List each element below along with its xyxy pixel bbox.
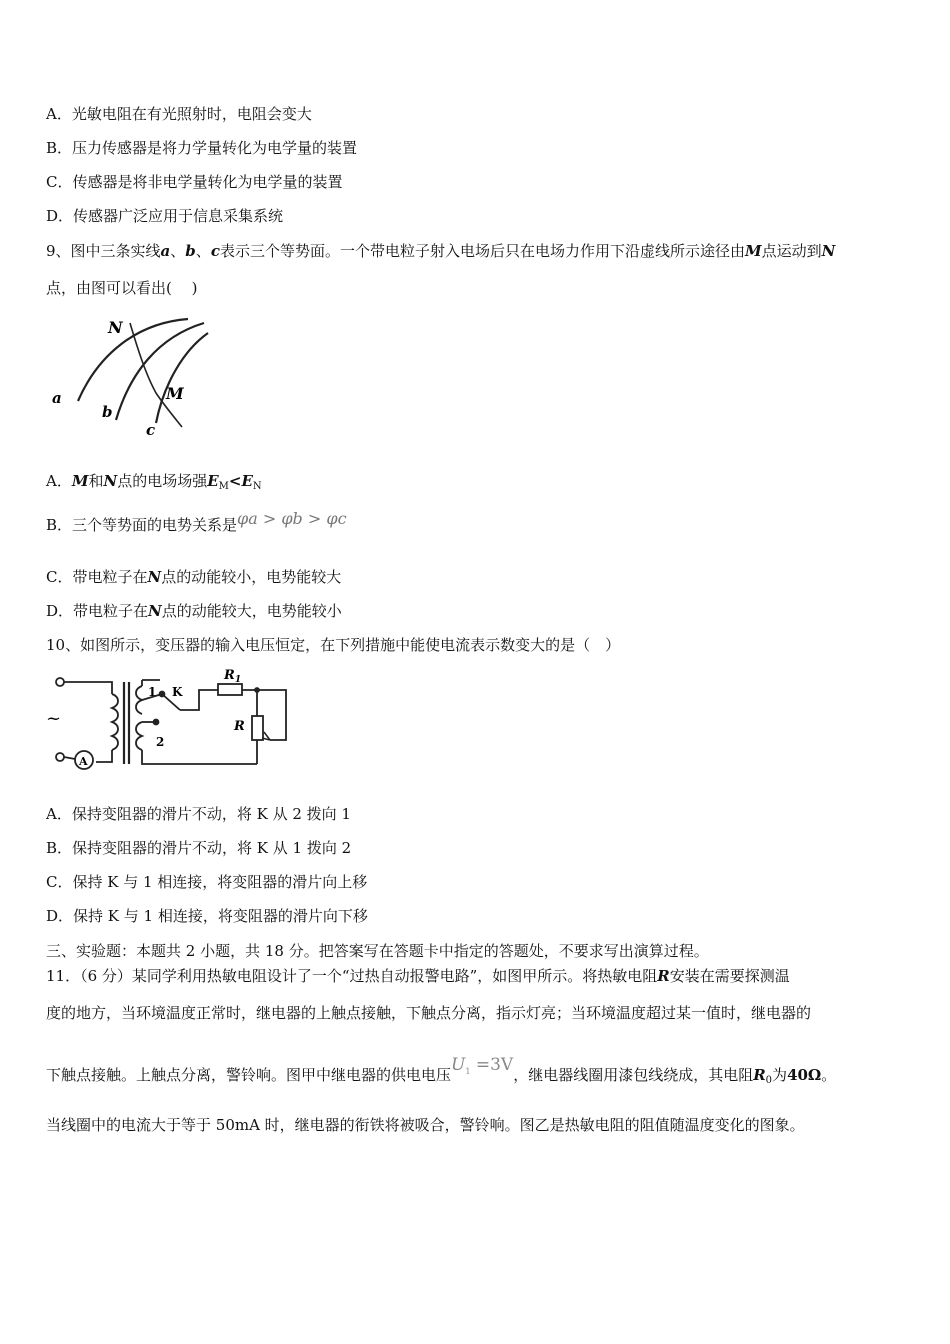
- q10-option-c: C．保持 K 与 1 相连接，将变阻器的滑片向上移: [46, 873, 368, 891]
- fig-label-n: N: [108, 318, 123, 337]
- q10-option-b: B．保持变阻器的滑片不动，将 K 从 1 拨向 2: [46, 839, 352, 857]
- fig-label-m: M: [166, 384, 184, 403]
- q9-option-a: A．M和N点的电场场强$E_M<E_N$: [46, 472, 262, 492]
- fig-label-c: c: [146, 421, 156, 439]
- q8-option-b: B．压力传感器是将力学量转化为电学量的装置: [46, 139, 358, 157]
- switch-k-label: K: [172, 685, 183, 699]
- secondary-coil-2: [136, 722, 142, 750]
- particle-path: [130, 323, 182, 427]
- r1-label: $R_1$: [224, 668, 242, 685]
- secondary-coil-1: [136, 686, 142, 714]
- input-terminal-bottom: [56, 753, 64, 761]
- tap-1-label: 1: [148, 685, 157, 699]
- rheostat-r: [252, 716, 263, 740]
- potential-relation-formula: φa > φb > φc: [237, 509, 347, 528]
- q10-option-a: A．保持变阻器的滑片不动，将 K 从 2 拨向 1: [46, 805, 351, 823]
- voltage-formula: $U_1 =3V$: [451, 1055, 514, 1076]
- r-label: R: [234, 719, 245, 734]
- primary-coil: [112, 694, 118, 750]
- q8-option-c: C．传感器是将非电学量转化为电学量的装置: [46, 173, 343, 191]
- tap-2-label: 2: [156, 735, 165, 749]
- q11-line1: 11．（6 分）某同学利用热敏电阻设计了一个“过热自动报警电路”，如图甲所示。将热敏电阻R安装在需要探测温: [46, 967, 790, 985]
- fig-label-b: b: [102, 403, 113, 421]
- fig-label-a: a: [52, 389, 62, 407]
- q11-line4: 当线圈中的电流大于等于 50mA 时，继电器的衔铁将被吸合，警铃响。图乙是热敏电阻的阻值随温度变化的图象。: [46, 1116, 805, 1134]
- ac-source-symbol: ~: [46, 708, 62, 729]
- q9-option-b: B．三个等势面的电势关系是φa > φb > φc: [46, 509, 347, 534]
- q9-option-c: C．带电粒子在N点的动能较小，电势能较大: [46, 568, 342, 586]
- q11-line3: 下触点接触。上触点分离，警铃响。图甲中继电器的供电电压$U_1 =3V$，继电器线圈用漆包线绕成，其电阻$R_0$为40Ω。: [46, 1055, 837, 1086]
- q10-option-d: D．保持 K 与 1 相连接，将变阻器的滑片向下移: [46, 907, 368, 925]
- resistor-r1: [218, 684, 242, 695]
- q9-stem-line1: 9、图中三条实线a、b、c表示三个等势面。一个带电粒子射入电场后只在电场力作用下沿虚线所示途径由M点运动到N: [46, 242, 836, 260]
- q8-option-d: D．传感器广泛应用于信息采集系统: [46, 207, 284, 225]
- q10-stem: 10、如图所示，变压器的输入电压恒定，在下列措施中能使电流表示数变大的是（ ）: [46, 636, 621, 654]
- q9-stem-line2: 点，由图可以看出( ): [46, 279, 198, 297]
- q10-transformer-circuit: [44, 664, 294, 774]
- equipotential-c: [156, 333, 208, 423]
- q9-option-d: D．带电粒子在N点的动能较大，电势能较小: [46, 602, 342, 620]
- section-3-heading: 三、实验题：本题共 2 小题，共 18 分。把答案写在答题卡中指定的答题处，不要求写出演算过程。: [46, 942, 709, 960]
- input-terminal-top: [56, 678, 64, 686]
- q9-equipotential-figure: [46, 305, 216, 440]
- ammeter-label: A: [79, 755, 88, 768]
- q11-line2: 度的地方，当环境温度正常时，继电器的上触点接触，下触点分离，指示灯亮；当环境温度超过某一值时，继电器的: [46, 1004, 812, 1022]
- q8-option-a: A．光敏电阻在有光照射时，电阻会变大: [46, 105, 312, 123]
